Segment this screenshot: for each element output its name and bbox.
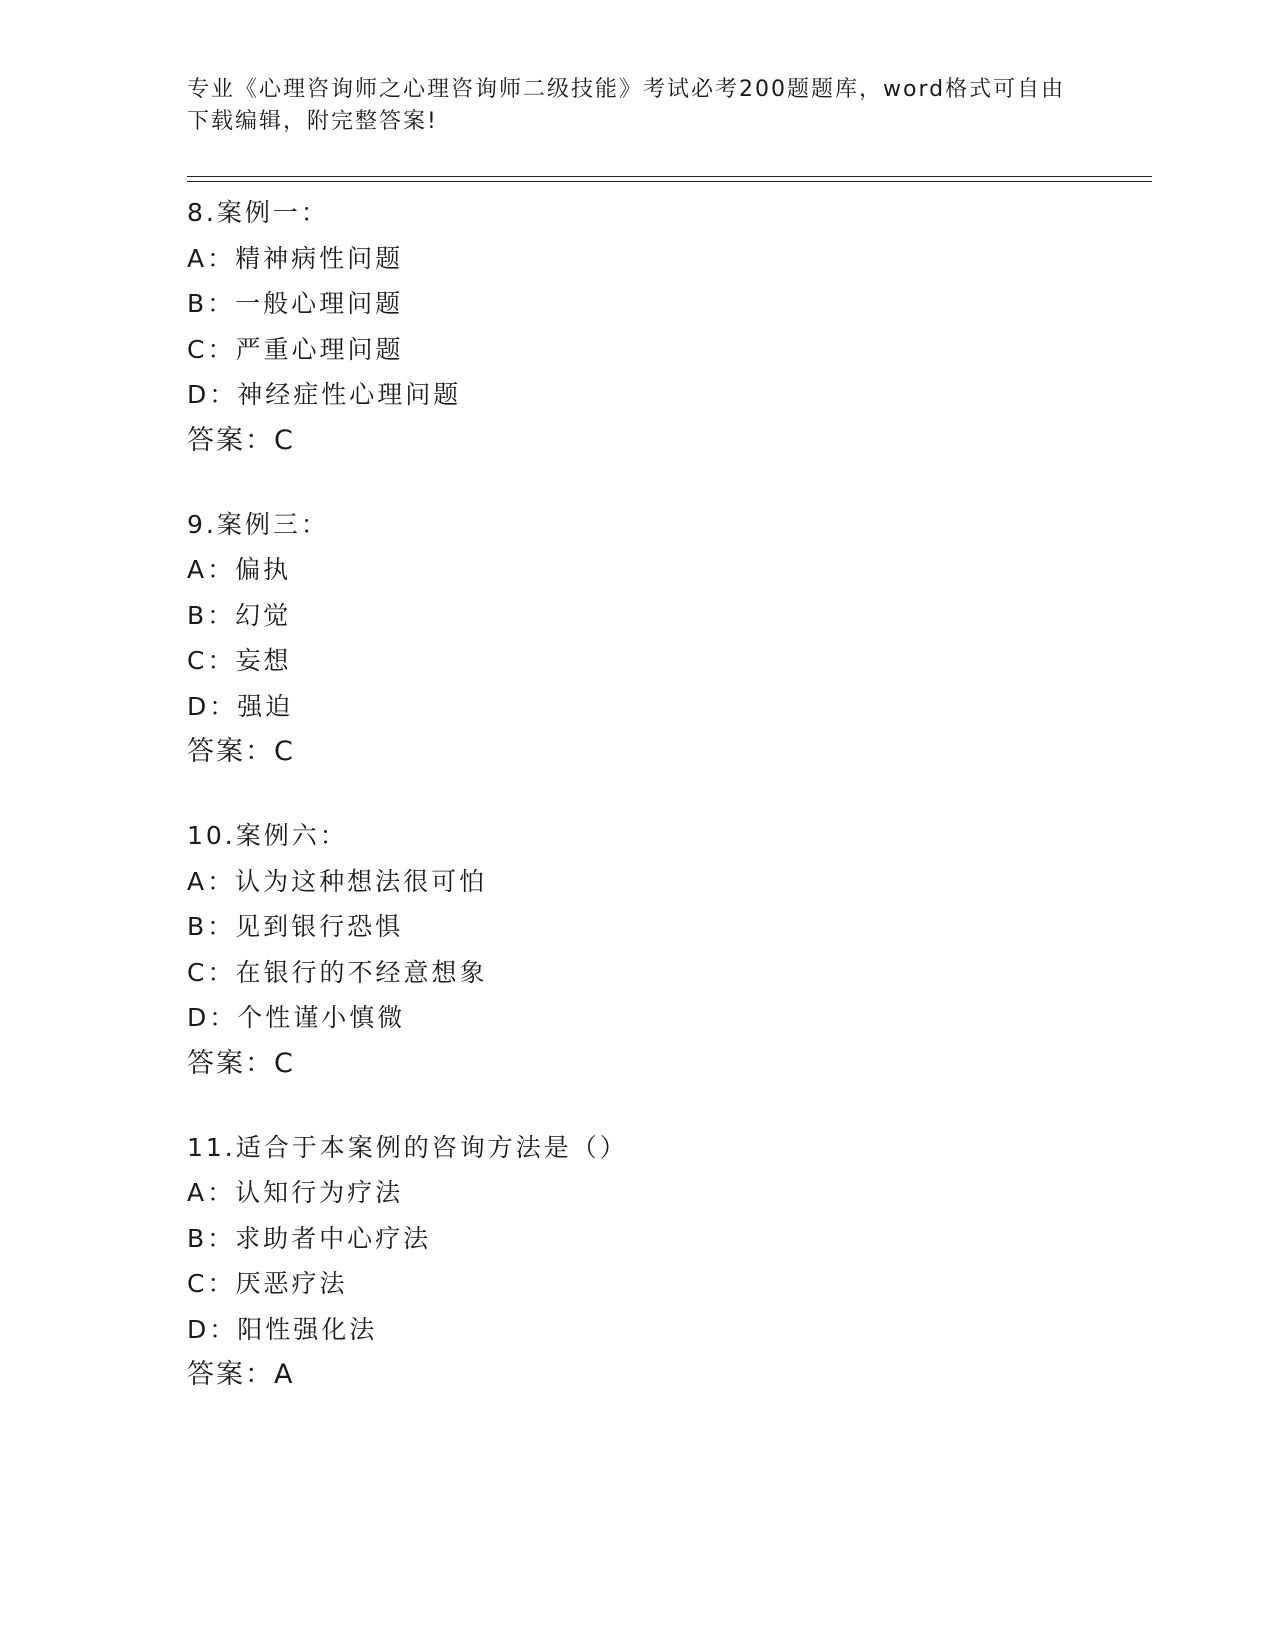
option-b: B：一般心理问题 bbox=[187, 289, 404, 318]
option-d: D：强迫 bbox=[187, 691, 294, 721]
option-b: B：求助者中心疗法 bbox=[187, 1223, 432, 1253]
question-8 bbox=[187, 190, 1147, 464]
option-c: C：在银行的不经意想象 bbox=[187, 957, 488, 987]
answer-line: 答案：C bbox=[187, 1047, 295, 1079]
option-d: D：个性谨小慎微 bbox=[187, 1003, 406, 1032]
option-c: C：厌恶疗法 bbox=[187, 1269, 348, 1298]
option-a: A：认知行为疗法 bbox=[187, 1178, 404, 1207]
document-intro: 专业《心理咨询师之心理咨询师二级技能》考试必考200题题库，word格式可自由下载编辑，附完整答案! bbox=[187, 77, 1066, 134]
question-11 bbox=[187, 1125, 1147, 1399]
option-a: A：精神病性问题 bbox=[187, 243, 404, 273]
header-divider-bottom bbox=[187, 181, 1152, 182]
answer-line: 答案：C bbox=[187, 736, 295, 767]
option-a: A：认为这种想法很可怕 bbox=[187, 866, 488, 896]
question-stem: 11.适合于本案例的咨询方法是（） bbox=[187, 1132, 628, 1162]
option-c: C：严重心理问题 bbox=[187, 334, 404, 364]
answer-line: 答案：C bbox=[187, 424, 295, 456]
option-a: A：偏执 bbox=[187, 555, 292, 584]
answer-line: 答案：A bbox=[187, 1359, 295, 1390]
option-b: B：见到银行恐惧 bbox=[187, 912, 404, 941]
header-divider-top bbox=[187, 176, 1152, 177]
option-b: B：幻觉 bbox=[187, 600, 292, 630]
question-stem: 10.案例六： bbox=[187, 821, 348, 850]
question-stem: 9.案例三： bbox=[187, 509, 329, 539]
option-d: D：阳性强化法 bbox=[187, 1314, 378, 1344]
question-stem: 8.案例一： bbox=[187, 198, 329, 227]
question-10 bbox=[187, 813, 1147, 1087]
option-d: D：神经症性心理问题 bbox=[187, 380, 462, 409]
question-list bbox=[187, 190, 1147, 1436]
question-9 bbox=[187, 502, 1147, 776]
option-c: C：妄想 bbox=[187, 646, 292, 675]
